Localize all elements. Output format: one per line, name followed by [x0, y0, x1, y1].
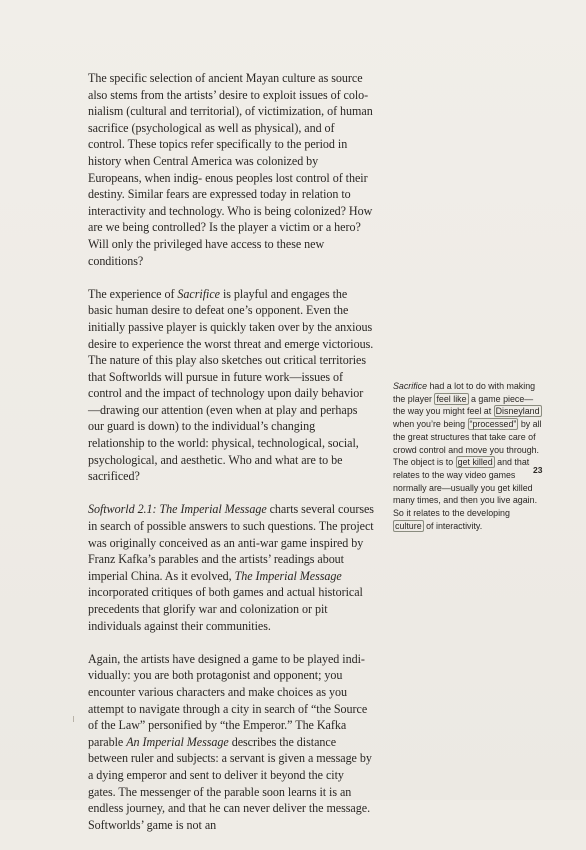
- sidebar-text: when you’re being: [393, 419, 468, 430]
- sidebar-text: and that relates to the way video games normally are—usually you get killed many times, and then you live again. So it relates to the developing: [393, 457, 538, 519]
- highlighted-phrase: feel like: [436, 393, 467, 404]
- highlighted-phrase: culture: [395, 520, 422, 531]
- paragraph-text: The experience of: [88, 286, 178, 301]
- margin-mark: [73, 716, 74, 722]
- main-text-column: [88, 70, 374, 850]
- sidebar-text: a game piece—the way you might feel at: [393, 393, 534, 417]
- sidebar-quote: [393, 380, 543, 532]
- work-title: Sacrifice: [177, 286, 220, 301]
- work-title: The Imperial Message: [234, 568, 342, 583]
- paragraph-text: charts several courses in search of possible answers to such questions. The project was originally conceived as an anti-war game inspired by Franz Kafka’s parables and the artists’ readings about imperial China. As it evolved,: [88, 502, 374, 583]
- sidebar-text: by all the great structures that take care of crowd control and move you through. The object is to: [393, 419, 542, 468]
- sidebar-text: of interactivity.: [423, 520, 483, 531]
- paragraph-game-design: [88, 651, 374, 834]
- highlighted-phrase: Disneyland: [495, 406, 540, 417]
- paragraph-text: is playful and engages the basic human desire to defeat one’s opponent. Even the initially passive player is quickly taken over by the anxious desire to experience the worst threat and emerge victorious. The nature of this play also sketches out critical territories that Softworlds will pursue in future work—issues of control and the impact of technology upon daily behavior—drawing our attention (even when at play and perhaps our guard is down) to the individual’s changing relationship to the world: physical, technological, social, psychological, and aesthetic. Who and what are to be sacrificed?: [88, 286, 374, 484]
- paragraph-mayan-culture: The specific selection of ancient Mayan culture as source also stems from the artists’ desire to exploit issues of colo- nialism (cultural and territorial), of victimization, of human sacrifice (psychological as well as physical), and of control. These topics refer specifically to the period in history when Central America was colonized by Europeans, when indig- enous peoples lost control of their destiny. Similar fears are expressed today in relation to interactivity and technology. Who is being colonized? How are we being controlled? Is the player a victim or a hero? Will only the privileged have access to these new conditions?: [88, 71, 373, 268]
- work-title: Softworld 2.1: The Imperial Message: [88, 502, 267, 517]
- work-title: An Imperial Message: [126, 734, 229, 749]
- paragraph-text: Again, the artists have designed a game to be played indi- vidually: you are both protagonist and opponent; you encounter various characters and make choices as you attempt to navigate through a city in search of “the Source of the Law” personified by “the Emperor.” The Kafka parable: [88, 651, 368, 749]
- paragraph-text: incorporated critiques of both games and actual historical precedents that glorify war and colonization or pit individuals against their communities.: [88, 585, 363, 633]
- paragraph-text: describes the distance between ruler and subjects: a servant is given a message by a dying emperor and sent to deliver it beyond the city gates. The messenger of the parable soon learns it is an endless journey, and that he can never deliver the message. Softworlds’ game is not an: [88, 734, 372, 832]
- highlighted-phrase: “processed”: [469, 419, 517, 430]
- sidebar-text: had a lot to do with making the player: [393, 381, 536, 404]
- page-number: 23: [533, 465, 543, 475]
- paragraph-imperial-message: [88, 501, 374, 634]
- sidebar-title: Sacrifice: [393, 381, 428, 391]
- paragraph-sacrifice: [88, 286, 374, 485]
- highlighted-phrase: get killed: [457, 457, 493, 468]
